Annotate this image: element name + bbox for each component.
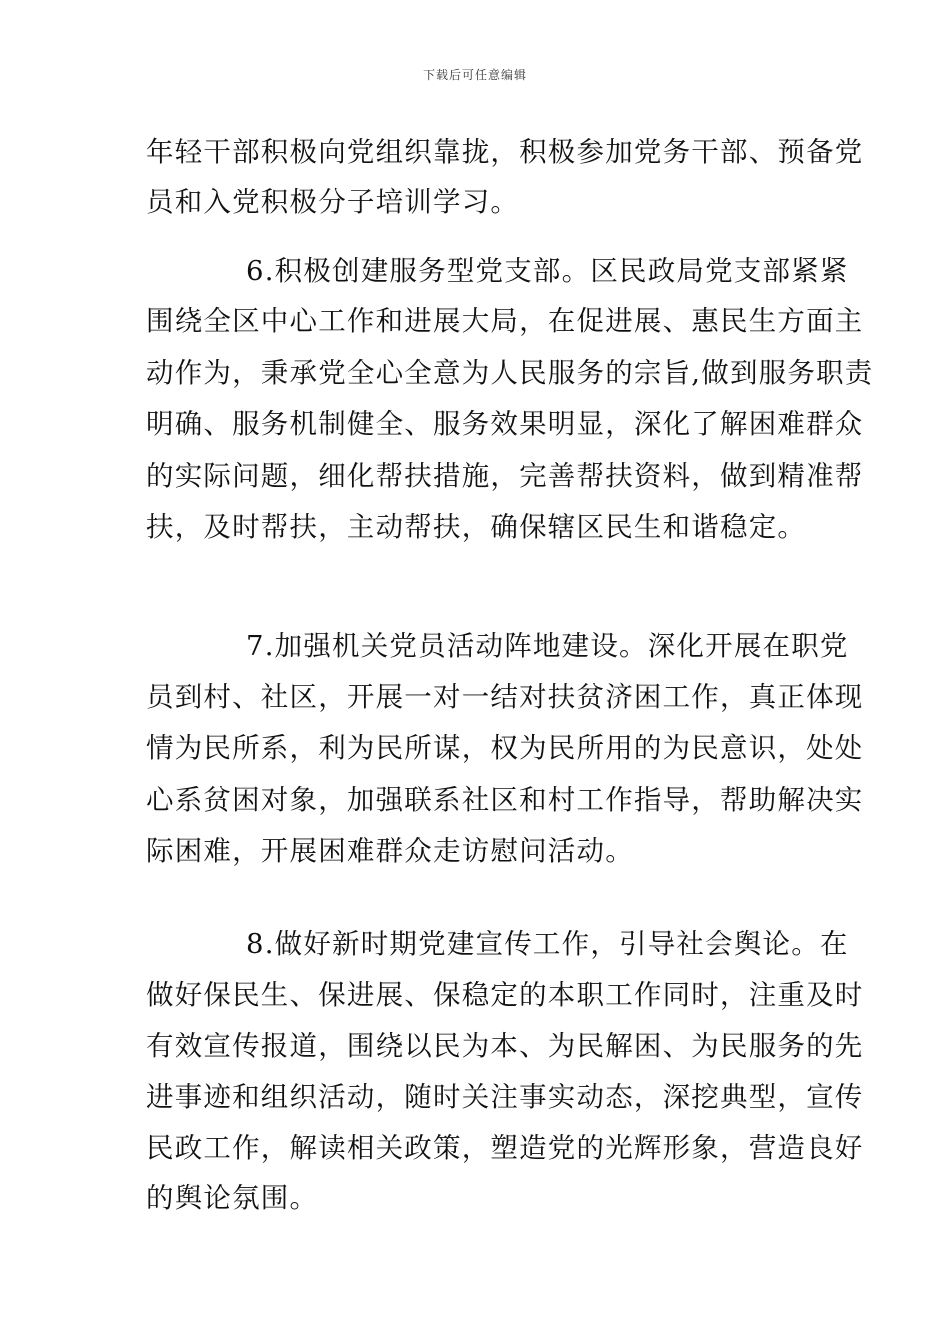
text-line: 有效宣传报道，围绕以民为本、为民解困、为民服务的先 [146,1030,864,1062]
text-line: 进事迹和组织活动，随时关注事实动态，深挖典型，宣传 [146,1081,864,1113]
text-line: 员和入党积极分子培训学习。 [146,186,520,218]
text-line: 员到村、社区，开展一对一结对扶贫济困工作，真正体现 [146,681,864,713]
text-line: 年轻干部积极向党组织靠拢，积极参加党务干部、预备党 [146,136,864,168]
text-line: 民政工作，解读相关政策，塑造党的光辉形象，营造良好 [146,1132,864,1164]
text-line: 7.加强机关党员活动阵地建设。深化开展在职党 [246,630,849,662]
text-line: 明确、服务机制健全、服务效果明显，深化了解困难群众 [146,408,864,440]
text-line: 8.做好新时期党建宣传工作，引导社会舆论。在 [246,928,849,960]
text-line: 际困难，开展困难群众走访慰问活动。 [146,835,634,867]
text-line: 动作为，秉承党全心全意为人民服务的宗旨,做到服务职责 [146,357,874,389]
page-header-note: 下载后可任意编辑 [422,68,527,82]
text-line: 情为民所系，利为民所谋，权为民所用的为民意识，处处 [146,732,864,764]
text-line: 扶，及时帮扶，主动帮扶，确保辖区民生和谐稳定。 [146,511,807,543]
text-line: 围绕全区中心工作和进展大局，在促进展、惠民生方面主 [146,305,864,337]
text-line: 的舆论氛围。 [146,1182,319,1214]
text-line: 6.积极创建服务型党支部。区民政局党支部紧紧 [246,255,849,287]
text-line: 的实际问题，细化帮扶措施，完善帮扶资料，做到精准帮 [146,460,864,492]
text-line: 心系贫困对象，加强联系社区和村工作指导，帮助解决实 [146,784,864,816]
text-line: 做好保民生、保进展、保稳定的本职工作同时，注重及时 [146,979,864,1011]
